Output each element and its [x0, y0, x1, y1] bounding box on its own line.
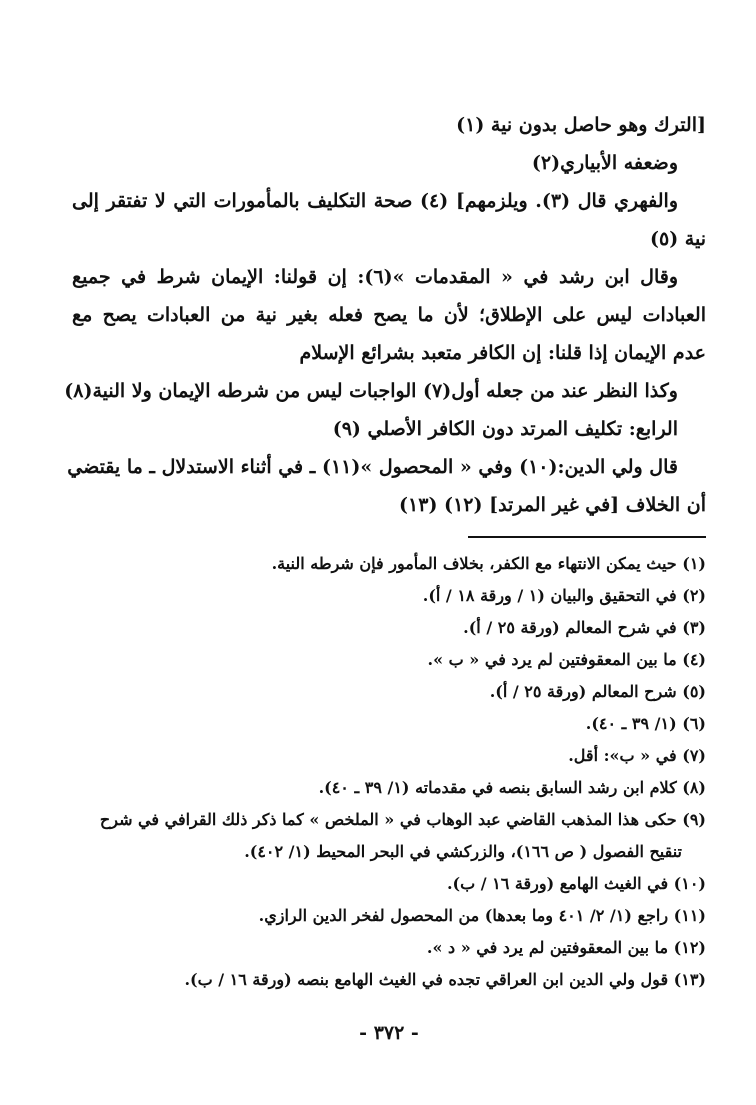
main-line: أن الخلاف [في غير المرتد] (١٢) (١٣) — [399, 494, 706, 516]
footnote: (١٠) في الغيث الهامع (ورقة ١٦ / ب). — [446, 874, 706, 893]
footnote: (٥) شرح المعالم (ورقة ٢٥ / أ). — [489, 682, 706, 701]
main-line: العبادات ليس على الإطلاق؛ لأن ما يصح فعله بغير نية من العبادات يصح مع — [72, 304, 706, 326]
main-line: نية (٥) — [649, 228, 706, 250]
main-line: وكذا النظر عند من جعله أول(٧) الواجبات ليس من شرطه الإيمان ولا النية(٨) — [64, 380, 678, 402]
footnote-continuation: تنقيح الفصول ( ص ١٦٦)، والزركشي في البحر المحيط (١/ ٤٠٢). — [244, 842, 682, 861]
footnotes — [72, 548, 706, 996]
footnote: (١١) راجع (١/ ٢/ ٤٠١ وما بعدها) من المحصول لفخر الدين الرازي. — [258, 906, 706, 925]
footnote: (٣) في شرح المعالم (ورقة ٢٥ / أ). — [463, 618, 706, 637]
footnote: (٢) في التحقيق والبيان (١ / ورقة ١٨ / أ). — [422, 586, 706, 605]
main-line: [الترك وهو حاصل بدون نية (١) — [456, 114, 706, 136]
page-number: - ٣٧٢ - — [359, 1022, 419, 1044]
footnote: (٨) كلام ابن رشد السابق بنصه في مقدماته (١/ ٣٩ ـ ٤٠). — [318, 778, 706, 797]
footnote: (٤) ما بين المعقوفتين لم يرد في « ب ». — [427, 650, 706, 669]
main-text — [64, 106, 706, 524]
footnote: (٩) حكى هذا المذهب القاضي عبد الوهاب في « الملخص » كما ذكر ذلك القرافي في شرح — [99, 810, 706, 829]
main-line: وقال ابن رشد في « المقدمات »(٦): إن قولنا: الإيمان شرط في جميع — [72, 266, 678, 288]
footnote: (١٢) ما بين المعقوفتين لم يرد في « د ». — [426, 938, 706, 957]
footnote: (١) حيث يمكن الانتهاء مع الكفر، بخلاف المأمور فإن شرطه النية. — [271, 554, 706, 573]
main-line: والفهري قال (٣). ويلزمهم] (٤) صحة التكليف بالمأمورات التي لا تفتقر إلى — [72, 190, 678, 212]
main-line: عدم الإيمان إذا قلنا: إن الكافر متعبد بشرائع الإسلام — [299, 342, 706, 364]
main-line: وضعفه الأبياري(٢) — [531, 152, 678, 174]
book-page — [64, 0, 706, 1105]
footnote: (١٣) قول ولي الدين ابن العراقي تجده في الغيث الهامع بنصه (ورقة ١٦ / ب). — [184, 970, 706, 989]
main-line: قال ولي الدين:(١٠) وفي « المحصول »(١١) ـ في أثناء الاستدلال ـ ما يقتضي — [67, 456, 678, 478]
footnote: (٦) (١/ ٣٩ ـ ٤٠). — [585, 714, 706, 733]
main-line: الرابع: تكليف المرتد دون الكافر الأصلي (٩) — [332, 418, 678, 440]
footnote-separator — [468, 536, 706, 538]
footnote: (٧) في « ب»: أقل. — [568, 746, 706, 765]
